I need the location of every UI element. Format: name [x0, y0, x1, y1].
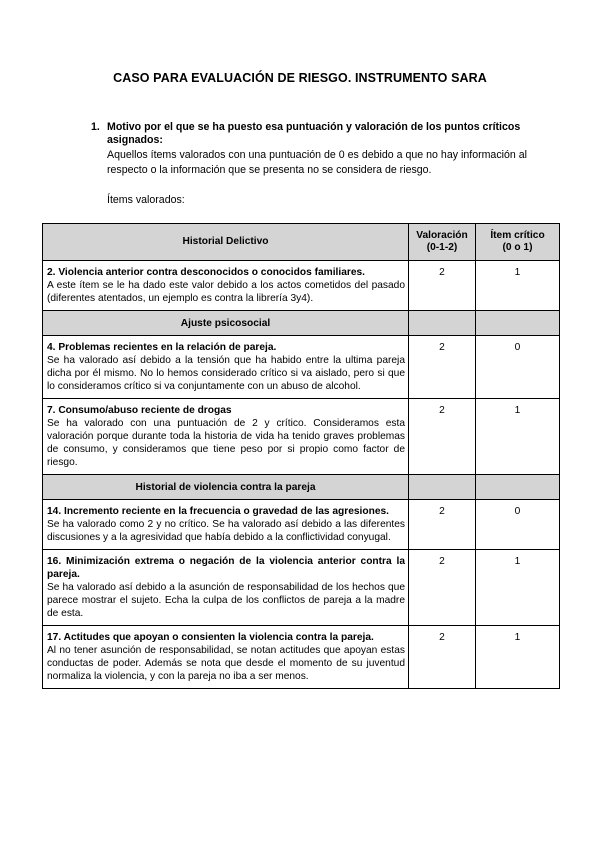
header-item-critico-range: (0 o 1) [502, 242, 533, 253]
item-critico-value: 1 [476, 399, 560, 475]
item-critico-value: 0 [476, 336, 560, 399]
header-valoracion-label: Valoración [416, 230, 468, 241]
category-row [43, 311, 560, 336]
item-cell [43, 550, 409, 626]
category-blank-cell [409, 311, 476, 336]
header-valoracion [409, 224, 476, 261]
table-row [43, 500, 560, 550]
table-row [43, 399, 560, 475]
item-title: 16. Minimización extrema o negación de la violencia anterior contra la pareja. [47, 556, 405, 580]
category-label: Ajuste psicosocial [43, 311, 409, 336]
item-critico-value: 1 [476, 261, 560, 311]
item-description: Al no tener asunción de responsabilidad, se notan actitudes que apoyan estas conductas de poder. Además se nota que desde el momento de su juventud normaliza la violencia, y con la pareja no iba a ser menos. [47, 645, 405, 682]
valoracion-value: 2 [409, 336, 476, 399]
item-description: Se ha valorado como 2 y no crítico. Se ha valorado así debido a las diferentes discusiones y a la agresividad que había debido a la conflictividad conyugal. [47, 519, 405, 543]
table-row [43, 261, 560, 311]
item-cell [43, 626, 409, 689]
category-blank-cell [476, 475, 560, 500]
valoracion-value: 2 [409, 399, 476, 475]
category-blank-cell [409, 475, 476, 500]
valoracion-value: 2 [409, 261, 476, 311]
items-label: Ítems valorados: [107, 194, 185, 206]
header-item-critico-label: Ítem crítico [490, 230, 545, 241]
table-row [43, 336, 560, 399]
question-answer: Aquellos ítems valorados con una puntuación de 0 es debido a que no hay información al respecto o la información que se presenta no se considera de riesgo. [107, 149, 527, 176]
item-description: Se ha valorado con una puntuación de 2 y crítico. Consideramos esta valoración porque durante toda la historia de vida ha tenido graves problemas de consumo, y consideramos que tiene peso por si propio como factor de riesgo. [47, 418, 405, 468]
table-row [43, 626, 560, 689]
item-critico-value: 1 [476, 550, 560, 626]
valoracion-value: 2 [409, 550, 476, 626]
risk-items-table [42, 223, 560, 689]
item-critico-value: 0 [476, 500, 560, 550]
table-row [43, 550, 560, 626]
table-header-row [43, 224, 560, 261]
header-historial-delictivo: Historial Delictivo [43, 224, 409, 261]
item-description: Se ha valorado así debido a la asunción de responsabilidad de los hechos que parece mostrar el sujeto. Echa la culpa de los conflictos de pareja a la madre de esta. [47, 582, 405, 619]
header-valoracion-range: (0-1-2) [426, 242, 458, 253]
item-title: 7. Consumo/abuso reciente de drogas [47, 405, 232, 416]
item-title: 17. Actitudes que apoyan o consienten la violencia contra la pareja. [47, 632, 374, 643]
question-section [91, 121, 527, 177]
category-row [43, 475, 560, 500]
item-title: 4. Problemas recientes en la relación de pareja. [47, 342, 277, 353]
question-heading [91, 121, 527, 147]
category-blank-cell [476, 311, 560, 336]
valoracion-value: 2 [409, 500, 476, 550]
question-number: 1. [91, 121, 100, 133]
item-cell [43, 336, 409, 399]
page-title: CASO PARA EVALUACIÓN DE RIESGO. INSTRUMENTO SARA [113, 71, 487, 85]
category-label: Historial de violencia contra la pareja [43, 475, 409, 500]
item-cell [43, 261, 409, 311]
valoracion-value: 2 [409, 626, 476, 689]
item-title: 14. Incremento reciente en la frecuencia o gravedad de las agresiones. [47, 506, 389, 517]
item-description: Se ha valorado así debido a la tensión que ha habido entre la ultima pareja dicha por él mismo. No lo hemos considerado crítico si va aislado, pero si que lo consideramos crítico si va conjuntamente con un abuso de alcohol. [47, 355, 405, 392]
item-description: A este ítem se le ha dado este valor debido a los actos cometidos del pasado (diferentes atentados, un ejemplo es contra la librería 3y4). [47, 280, 405, 304]
item-title: 2. Violencia anterior contra desconocidos o conocidos familiares. [47, 267, 365, 278]
header-item-critico [476, 224, 560, 261]
item-cell [43, 399, 409, 475]
item-cell [43, 500, 409, 550]
question-text: Motivo por el que se ha puesto esa puntuación y valoración de los puntos críticos asignados: [107, 121, 521, 146]
item-critico-value: 1 [476, 626, 560, 689]
